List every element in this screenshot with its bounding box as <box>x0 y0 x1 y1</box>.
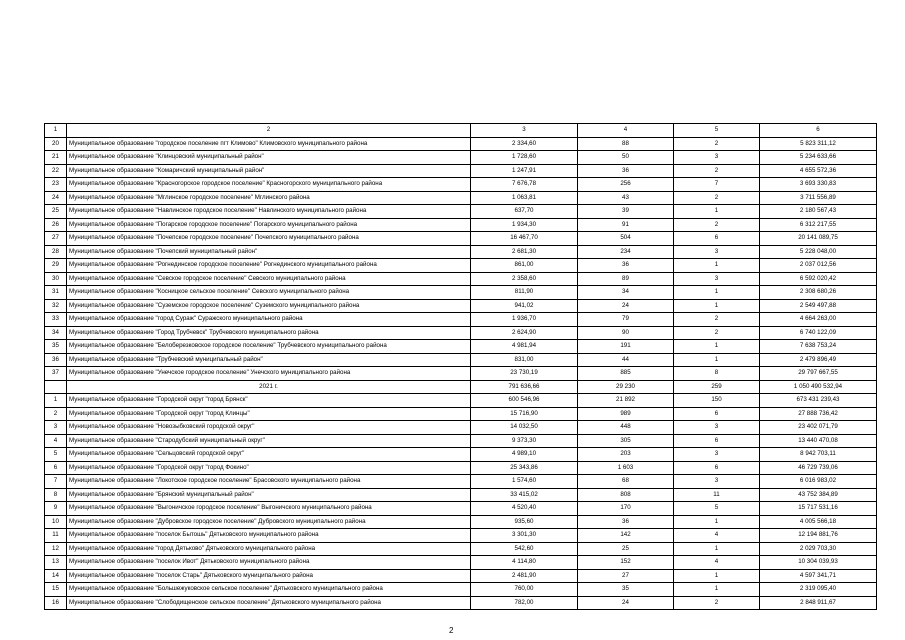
value-col6-cell: 46 729 739,06 <box>760 461 877 475</box>
value-col5-cell: 3 <box>674 151 760 165</box>
value-col5-cell: 150 <box>674 394 760 408</box>
value-col6-cell: 4 664 263,00 <box>760 313 877 327</box>
value-col5-cell: 1 <box>674 542 760 556</box>
value-col4-cell: 152 <box>578 556 674 570</box>
municipality-cell: Муниципальное образование "поселок Ивот" Дятьковского муниципального района <box>67 556 471 570</box>
row-number-cell: 21 <box>45 151 67 165</box>
value-col4-cell: 305 <box>578 434 674 448</box>
table-header-row <box>45 124 877 138</box>
value-col3-cell: 15 716,90 <box>471 407 578 421</box>
header-cell: 4 <box>578 124 674 138</box>
value-col6-cell: 4 655 572,36 <box>760 164 877 178</box>
table-row <box>45 475 877 489</box>
value-col3-cell: 831,00 <box>471 353 578 367</box>
value-col6-cell: 6 740 122,09 <box>760 326 877 340</box>
value-col6-cell: 12 194 881,76 <box>760 529 877 543</box>
value-col6-cell: 27 888 736,42 <box>760 407 877 421</box>
municipality-cell: Муниципальное образование "Клинцовский муниципальный район" <box>67 151 471 165</box>
value-col3-cell: 935,60 <box>471 515 578 529</box>
value-col4-cell: 504 <box>578 232 674 246</box>
value-col3-cell: 1 247,91 <box>471 164 578 178</box>
municipality-cell: Муниципальное образование "Унечское городское поселение" Унечского муниципального района <box>67 367 471 381</box>
value-col6-cell: 2 029 703,30 <box>760 542 877 556</box>
row-number-cell: 3 <box>45 421 67 435</box>
table-row <box>45 218 877 232</box>
row-number-cell: 26 <box>45 218 67 232</box>
table-row <box>45 272 877 286</box>
value-col6-cell: 6 312 217,55 <box>760 218 877 232</box>
row-number-cell: 11 <box>45 529 67 543</box>
value-col3-cell: 4 114,80 <box>471 556 578 570</box>
value-col4-cell: 44 <box>578 353 674 367</box>
value-col6-cell: 5 234 633,66 <box>760 151 877 165</box>
value-col4-cell: 142 <box>578 529 674 543</box>
municipality-cell: Муниципальное образование "Стародубский муниципальный округ" <box>67 434 471 448</box>
value-col6-cell: 13 440 470,08 <box>760 434 877 448</box>
municipality-cell: Муниципальное образование "Трубчевский муниципальный район" <box>67 353 471 367</box>
value-col3-cell: 9 373,30 <box>471 434 578 448</box>
value-col6-cell: 2 848 911,67 <box>760 596 877 610</box>
value-col4-cell: 234 <box>578 245 674 259</box>
table-row <box>45 313 877 327</box>
row-number-cell: 2 <box>45 407 67 421</box>
value-col3-cell: 2 681,30 <box>471 245 578 259</box>
value-col3-cell: 1 728,60 <box>471 151 578 165</box>
row-number-cell: 30 <box>45 272 67 286</box>
value-col5-cell: 2 <box>674 164 760 178</box>
value-col6-cell: 5 228 048,00 <box>760 245 877 259</box>
header-cell: 6 <box>760 124 877 138</box>
municipality-cell: Муниципальное образование "поселок Бытошь" Дятьковского муниципального района <box>67 529 471 543</box>
value-col3-cell: 600 546,96 <box>471 394 578 408</box>
value-col5-cell: 2 <box>674 191 760 205</box>
value-col6-cell: 1 050 490 532,94 <box>760 380 877 394</box>
table-row <box>45 583 877 597</box>
row-number-cell: 20 <box>45 137 67 151</box>
value-col4-cell: 39 <box>578 205 674 219</box>
value-col3-cell: 1 574,60 <box>471 475 578 489</box>
table-row <box>45 556 877 570</box>
municipality-cell: Муниципальное образование "Сельцовский городской округ" <box>67 448 471 462</box>
table-row <box>45 164 877 178</box>
value-col5-cell: 259 <box>674 380 760 394</box>
table-row <box>45 259 877 273</box>
municipality-cell: Муниципальное образование "Новозыбковский городской округ" <box>67 421 471 435</box>
value-col4-cell: 50 <box>578 151 674 165</box>
value-col6-cell: 3 711 556,89 <box>760 191 877 205</box>
row-number-cell: 31 <box>45 286 67 300</box>
header-cell: 5 <box>674 124 760 138</box>
row-number-cell: 9 <box>45 502 67 516</box>
value-col6-cell: 2 479 896,49 <box>760 353 877 367</box>
table-row <box>45 502 877 516</box>
value-col3-cell: 941,02 <box>471 299 578 313</box>
value-col3-cell: 2 624,90 <box>471 326 578 340</box>
row-number-cell: 6 <box>45 461 67 475</box>
header-cell: 1 <box>45 124 67 138</box>
value-col6-cell: 23 402 071,79 <box>760 421 877 435</box>
value-col3-cell: 4 981,94 <box>471 340 578 354</box>
value-col4-cell: 203 <box>578 448 674 462</box>
value-col3-cell: 2 334,60 <box>471 137 578 151</box>
value-col6-cell: 7 638 753,24 <box>760 340 877 354</box>
value-col6-cell: 2 549 497,88 <box>760 299 877 313</box>
value-col4-cell: 88 <box>578 137 674 151</box>
value-col5-cell: 2 <box>674 326 760 340</box>
value-col4-cell: 34 <box>578 286 674 300</box>
value-col3-cell: 33 415,02 <box>471 488 578 502</box>
value-col5-cell: 6 <box>674 434 760 448</box>
municipality-cell: Муниципальное образование "город Дятьково" Дятьковского муниципального района <box>67 542 471 556</box>
value-col6-cell: 2 037 012,56 <box>760 259 877 273</box>
row-number-cell: 7 <box>45 475 67 489</box>
row-number-cell: 25 <box>45 205 67 219</box>
table-row <box>45 461 877 475</box>
value-col3-cell: 1 934,30 <box>471 218 578 232</box>
value-col5-cell: 1 <box>674 340 760 354</box>
table-row <box>45 542 877 556</box>
value-col3-cell: 1 936,70 <box>471 313 578 327</box>
value-col5-cell: 1 <box>674 299 760 313</box>
municipality-cell: Муниципальное образование "Суземское городское поселение" Суземского муниципального района <box>67 299 471 313</box>
table-row <box>45 191 877 205</box>
value-col5-cell: 3 <box>674 245 760 259</box>
value-col6-cell: 43 752 384,89 <box>760 488 877 502</box>
municipality-cell: Муниципальное образование "Город Трубчевск" Трубчевского муниципального района <box>67 326 471 340</box>
value-col4-cell: 35 <box>578 583 674 597</box>
table-row <box>45 151 877 165</box>
value-col5-cell: 1 <box>674 259 760 273</box>
value-col4-cell: 43 <box>578 191 674 205</box>
value-col4-cell: 989 <box>578 407 674 421</box>
value-col3-cell: 1 063,81 <box>471 191 578 205</box>
value-col5-cell: 7 <box>674 178 760 192</box>
municipality-cell: Муниципальное образование "Навлинское городское поселение" Навлинского муниципального района <box>67 205 471 219</box>
municipality-cell: Муниципальное образование "Городской округ "город Фокино" <box>67 461 471 475</box>
value-col4-cell: 36 <box>578 515 674 529</box>
value-col4-cell: 1 603 <box>578 461 674 475</box>
table-row <box>45 286 877 300</box>
value-col4-cell: 90 <box>578 326 674 340</box>
row-number-cell: 1 <box>45 394 67 408</box>
value-col4-cell: 36 <box>578 259 674 273</box>
table-row <box>45 178 877 192</box>
row-number-cell: 14 <box>45 569 67 583</box>
municipality-cell: 2021 г. <box>67 380 471 394</box>
value-col6-cell: 2 180 567,43 <box>760 205 877 219</box>
table-row <box>45 448 877 462</box>
value-col5-cell: 3 <box>674 448 760 462</box>
municipality-cell: Муниципальное образование "Белоберезковское городское поселение" Трубчевского муниципального района <box>67 340 471 354</box>
value-col4-cell: 68 <box>578 475 674 489</box>
table-row <box>45 407 877 421</box>
value-col5-cell: 3 <box>674 475 760 489</box>
municipality-cell: Муниципальное образование "Локотское городское поселение" Брасовского муниципального района <box>67 475 471 489</box>
row-number-cell: 28 <box>45 245 67 259</box>
value-col3-cell: 3 301,30 <box>471 529 578 543</box>
value-col5-cell: 11 <box>674 488 760 502</box>
row-number-cell: 32 <box>45 299 67 313</box>
value-col4-cell: 170 <box>578 502 674 516</box>
value-col5-cell: 2 <box>674 137 760 151</box>
table-row <box>45 245 877 259</box>
value-col4-cell: 808 <box>578 488 674 502</box>
table-row <box>45 367 877 381</box>
row-number-cell: 12 <box>45 542 67 556</box>
municipality-cell: Муниципальное образование "Севское городское поселение" Севского муниципального района <box>67 272 471 286</box>
value-col6-cell: 10 304 039,93 <box>760 556 877 570</box>
value-col3-cell: 23 730,19 <box>471 367 578 381</box>
table-row <box>45 434 877 448</box>
value-col4-cell: 885 <box>578 367 674 381</box>
row-number-cell: 15 <box>45 583 67 597</box>
row-number-cell: 23 <box>45 178 67 192</box>
municipality-cell: Муниципальное образование "Погарское городское поселение" Погарского муниципального района <box>67 218 471 232</box>
municipality-cell: Муниципальное образование "Дубровское городское поселение" Дубровского муниципального района <box>67 515 471 529</box>
value-col4-cell: 27 <box>578 569 674 583</box>
value-col5-cell: 6 <box>674 407 760 421</box>
table-row <box>45 488 877 502</box>
value-col5-cell: 3 <box>674 272 760 286</box>
value-col3-cell: 2 358,60 <box>471 272 578 286</box>
municipality-cell: Муниципальное образование "Почепское городское поселение" Почепского муниципального района <box>67 232 471 246</box>
value-col5-cell: 6 <box>674 461 760 475</box>
row-number-cell: 5 <box>45 448 67 462</box>
municipality-cell: Муниципальное образование "Рогнединское городское поселение" Рогнединского муниципального района <box>67 259 471 273</box>
value-col6-cell: 15 717 531,16 <box>760 502 877 516</box>
value-col6-cell: 5 823 311,12 <box>760 137 877 151</box>
value-col3-cell: 791 636,66 <box>471 380 578 394</box>
value-col5-cell: 1 <box>674 515 760 529</box>
municipality-cell: Муниципальное образование "Городской округ "город Клинцы" <box>67 407 471 421</box>
table-row <box>45 326 877 340</box>
table-row <box>45 515 877 529</box>
value-col4-cell: 79 <box>578 313 674 327</box>
municipality-cell: Муниципальное образование "Слободищенское сельское поселение" Дятьковского муниципального района <box>67 596 471 610</box>
value-col3-cell: 7 676,78 <box>471 178 578 192</box>
value-col4-cell: 191 <box>578 340 674 354</box>
value-col5-cell: 6 <box>674 232 760 246</box>
value-col5-cell: 1 <box>674 583 760 597</box>
value-col5-cell: 1 <box>674 353 760 367</box>
table-row <box>45 299 877 313</box>
table-row <box>45 137 877 151</box>
row-number-cell: 10 <box>45 515 67 529</box>
row-number-cell: 33 <box>45 313 67 327</box>
municipality-cell: Муниципальное образование "Брянский муниципальный район" <box>67 488 471 502</box>
municipality-cell: Муниципальное образование "Комаричский муниципальный район" <box>67 164 471 178</box>
value-col4-cell: 24 <box>578 596 674 610</box>
value-col6-cell: 3 693 330,83 <box>760 178 877 192</box>
row-number-cell: 35 <box>45 340 67 354</box>
row-number-cell: 34 <box>45 326 67 340</box>
value-col3-cell: 4 989,10 <box>471 448 578 462</box>
municipality-cell: Муниципальное образование "Городской округ "город Брянск" <box>67 394 471 408</box>
row-number-cell: 16 <box>45 596 67 610</box>
value-col5-cell: 3 <box>674 421 760 435</box>
data-table <box>44 123 877 610</box>
row-number-cell: 36 <box>45 353 67 367</box>
header-cell: 3 <box>471 124 578 138</box>
value-col6-cell: 6 592 020,42 <box>760 272 877 286</box>
value-col5-cell: 1 <box>674 286 760 300</box>
value-col4-cell: 91 <box>578 218 674 232</box>
row-number-cell <box>45 380 67 394</box>
value-col5-cell: 4 <box>674 529 760 543</box>
municipality-cell: Муниципальное образование "Выгоничское городское поселение" Выгоничского муниципального района <box>67 502 471 516</box>
table-row <box>45 205 877 219</box>
table-row <box>45 569 877 583</box>
row-number-cell: 37 <box>45 367 67 381</box>
value-col3-cell: 637,70 <box>471 205 578 219</box>
value-col6-cell: 2 319 095,40 <box>760 583 877 597</box>
table-row <box>45 529 877 543</box>
value-col4-cell: 24 <box>578 299 674 313</box>
value-col5-cell: 2 <box>674 313 760 327</box>
table-body <box>45 124 877 610</box>
value-col3-cell: 542,60 <box>471 542 578 556</box>
value-col3-cell: 16 467,70 <box>471 232 578 246</box>
year-total-row <box>45 380 877 394</box>
row-number-cell: 8 <box>45 488 67 502</box>
value-col4-cell: 25 <box>578 542 674 556</box>
table-row <box>45 394 877 408</box>
value-col3-cell: 14 032,50 <box>471 421 578 435</box>
table-row <box>45 232 877 246</box>
row-number-cell: 22 <box>45 164 67 178</box>
value-col4-cell: 29 230 <box>578 380 674 394</box>
value-col6-cell: 6 016 983,02 <box>760 475 877 489</box>
value-col4-cell: 21 892 <box>578 394 674 408</box>
row-number-cell: 13 <box>45 556 67 570</box>
municipality-cell: Муниципальное образование "Косницкое сельское поселение" Севского муниципального района <box>67 286 471 300</box>
value-col3-cell: 811,90 <box>471 286 578 300</box>
value-col4-cell: 256 <box>578 178 674 192</box>
value-col6-cell: 8 942 703,11 <box>760 448 877 462</box>
row-number-cell: 4 <box>45 434 67 448</box>
value-col6-cell: 20 141 089,75 <box>760 232 877 246</box>
row-number-cell: 29 <box>45 259 67 273</box>
municipality-cell: Муниципальное образование "Большежуковское сельское поселение" Дятьковского муниципального района <box>67 583 471 597</box>
page-number: 2 <box>449 626 454 635</box>
value-col5-cell: 5 <box>674 502 760 516</box>
table-row <box>45 421 877 435</box>
municipality-cell: Муниципальное образование "город Сураж" Суражского муниципального района <box>67 313 471 327</box>
municipality-cell: Муниципальное образование "Мглинское городское поселение" Мглинского района <box>67 191 471 205</box>
value-col5-cell: 2 <box>674 596 760 610</box>
municipality-cell: Муниципальное образование "поселок Старь" Дятьковского муниципального района <box>67 569 471 583</box>
value-col5-cell: 2 <box>674 218 760 232</box>
municipality-cell: Муниципальное образование "Почепский муниципальный район" <box>67 245 471 259</box>
header-cell: 2 <box>67 124 471 138</box>
value-col6-cell: 673 431 239,43 <box>760 394 877 408</box>
value-col3-cell: 4 520,40 <box>471 502 578 516</box>
municipality-cell: Муниципальное образование "Красногорское городское поселение" Красногорского муниципального района <box>67 178 471 192</box>
value-col4-cell: 36 <box>578 164 674 178</box>
value-col3-cell: 760,00 <box>471 583 578 597</box>
value-col5-cell: 1 <box>674 569 760 583</box>
value-col4-cell: 89 <box>578 272 674 286</box>
value-col5-cell: 4 <box>674 556 760 570</box>
value-col6-cell: 29 797 667,55 <box>760 367 877 381</box>
table-row <box>45 353 877 367</box>
row-number-cell: 24 <box>45 191 67 205</box>
value-col4-cell: 448 <box>578 421 674 435</box>
value-col3-cell: 861,00 <box>471 259 578 273</box>
value-col3-cell: 782,00 <box>471 596 578 610</box>
table-row <box>45 340 877 354</box>
value-col6-cell: 4 005 566,18 <box>760 515 877 529</box>
table-row <box>45 596 877 610</box>
value-col5-cell: 8 <box>674 367 760 381</box>
row-number-cell: 27 <box>45 232 67 246</box>
municipality-cell: Муниципальное образование "городское поселение пгт Климово" Климовского муниципального района <box>67 137 471 151</box>
value-col5-cell: 1 <box>674 205 760 219</box>
value-col3-cell: 25 343,86 <box>471 461 578 475</box>
value-col6-cell: 2 308 680,26 <box>760 286 877 300</box>
value-col6-cell: 4 597 341,71 <box>760 569 877 583</box>
value-col3-cell: 2 481,90 <box>471 569 578 583</box>
